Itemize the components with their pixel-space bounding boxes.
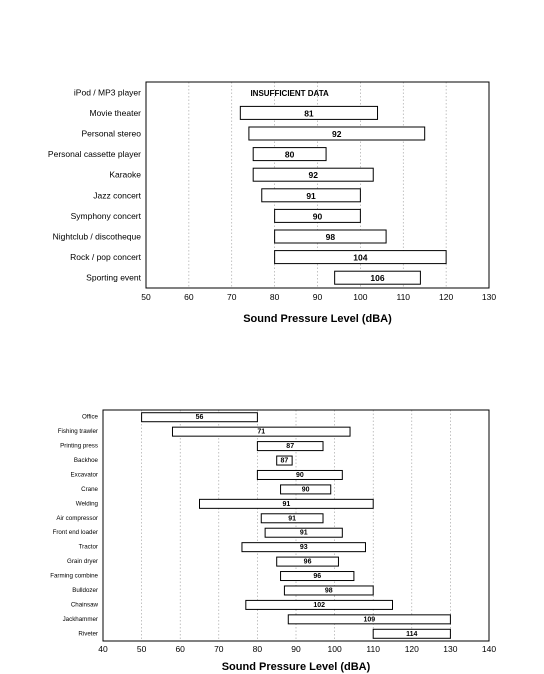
x-tick-label-130: 130 — [481, 292, 497, 302]
x-tick-label-60: 60 — [184, 292, 194, 302]
category-label-personal-cassette-player: Personal cassette player — [47, 149, 141, 160]
x-tick-label-110: 110 — [396, 292, 411, 302]
bar-label-jackhammer: 109 — [363, 616, 376, 624]
category-label-jackhammer: Jackhammer — [62, 615, 98, 623]
bar-label-personal-stereo: 92 — [332, 129, 342, 139]
bar-label-rock-pop-concert: 104 — [353, 252, 368, 263]
x-tick-label-50: 50 — [141, 292, 151, 302]
x-tick-label-120: 120 — [404, 644, 419, 654]
x-tick-label-100: 100 — [353, 292, 368, 302]
category-label-chainsaw: Chainsaw — [70, 601, 98, 609]
category-label-air-compressor: Air compressor — [56, 514, 98, 522]
bar-label-fishing-trawler: 71 — [257, 428, 266, 436]
bar-label-bulldozer: 98 — [324, 587, 333, 595]
x-tick-label-70: 70 — [214, 644, 224, 654]
chart-occupational-noise — [50, 410, 496, 673]
category-label-tractor: Tractor — [78, 543, 98, 551]
x-tick-label-90: 90 — [312, 292, 323, 302]
bar-label-excavator: 90 — [295, 471, 304, 479]
category-label-crane: Crane — [81, 485, 98, 493]
x-tick-label-110: 110 — [366, 644, 380, 654]
x-tick-label-70: 70 — [227, 292, 237, 302]
x-axis-title: Sound Pressure Level (dBA) — [243, 313, 392, 325]
category-label-nightclub-discotheque: Nightclub / discotheque — [52, 231, 141, 242]
bar-label-riveter: 114 — [406, 630, 418, 638]
category-label-farming-combine: Farming combine — [50, 572, 98, 580]
annotation-insufficient-data: INSUFFICIENT DATA — [250, 88, 329, 98]
x-tick-label-140: 140 — [481, 644, 497, 654]
bar-label-grain-dryer: 96 — [303, 558, 312, 566]
category-label-personal-stereo: Personal stereo — [81, 128, 141, 139]
bar-label-nightclub-discotheque: 98 — [325, 232, 336, 242]
bar-label-karaoke: 92 — [308, 170, 318, 181]
category-label-excavator: Excavator — [70, 471, 98, 479]
category-label-sporting-event: Sporting event — [86, 272, 141, 283]
bar-label-front-end-loader: 91 — [299, 529, 308, 537]
bar-label-backhoe: 87 — [280, 457, 289, 465]
category-label-movie-theater: Movie theater — [89, 107, 141, 118]
bar-label-personal-cassette-player: 80 — [284, 149, 295, 160]
bar-label-crane: 90 — [301, 486, 310, 494]
x-axis-title: Sound Pressure Level (dBA) — [221, 661, 371, 673]
chart-recreational-noise — [48, 82, 496, 325]
category-label-printing-press: Printing press — [60, 442, 98, 450]
bar-label-office: 56 — [195, 414, 204, 422]
bar-label-chainsaw: 102 — [313, 601, 326, 609]
category-label-grain-dryer: Grain dryer — [67, 558, 98, 566]
category-label-riveter: Riveter — [78, 630, 98, 638]
category-label-backhoe: Backhoe — [73, 457, 98, 465]
category-label-fishing-trawler: Fishing trawler — [57, 428, 98, 436]
x-tick-label-60: 60 — [175, 644, 185, 654]
bar-label-movie-theater: 81 — [304, 108, 314, 119]
bar-label-printing-press: 87 — [286, 443, 295, 451]
category-label-bulldozer: Bulldozer — [72, 586, 98, 594]
category-label-office: Office — [81, 413, 98, 421]
category-label-jazz-concert: Jazz concert — [93, 190, 141, 201]
bar-label-jazz-concert: 91 — [306, 190, 316, 201]
x-tick-label-40: 40 — [98, 644, 108, 654]
bar-label-farming-combine: 96 — [313, 573, 322, 581]
bar-label-sporting-event: 106 — [370, 273, 385, 284]
category-label-rock-pop-concert: Rock / pop concert — [70, 252, 141, 263]
x-tick-label-100: 100 — [327, 644, 342, 654]
x-tick-label-90: 90 — [291, 644, 301, 654]
x-tick-label-120: 120 — [439, 292, 454, 302]
x-tick-label-130: 130 — [443, 644, 458, 654]
category-label-welding: Welding — [75, 500, 98, 508]
category-label-ipod-mp3-player: iPod / MP3 player — [73, 87, 141, 98]
bar-label-tractor: 93 — [299, 544, 308, 552]
category-label-symphony-concert: Symphony concert — [70, 210, 141, 221]
bar-label-symphony-concert: 90 — [312, 211, 323, 222]
category-label-front-end-loader: Front end loader — [52, 529, 98, 537]
x-tick-label-80: 80 — [269, 292, 280, 302]
x-tick-label-50: 50 — [136, 644, 147, 654]
category-label-karaoke: Karaoke — [109, 169, 141, 180]
x-tick-label-80: 80 — [252, 644, 263, 654]
bar-label-air-compressor: 91 — [288, 515, 297, 523]
bar-label-welding: 91 — [282, 500, 291, 508]
